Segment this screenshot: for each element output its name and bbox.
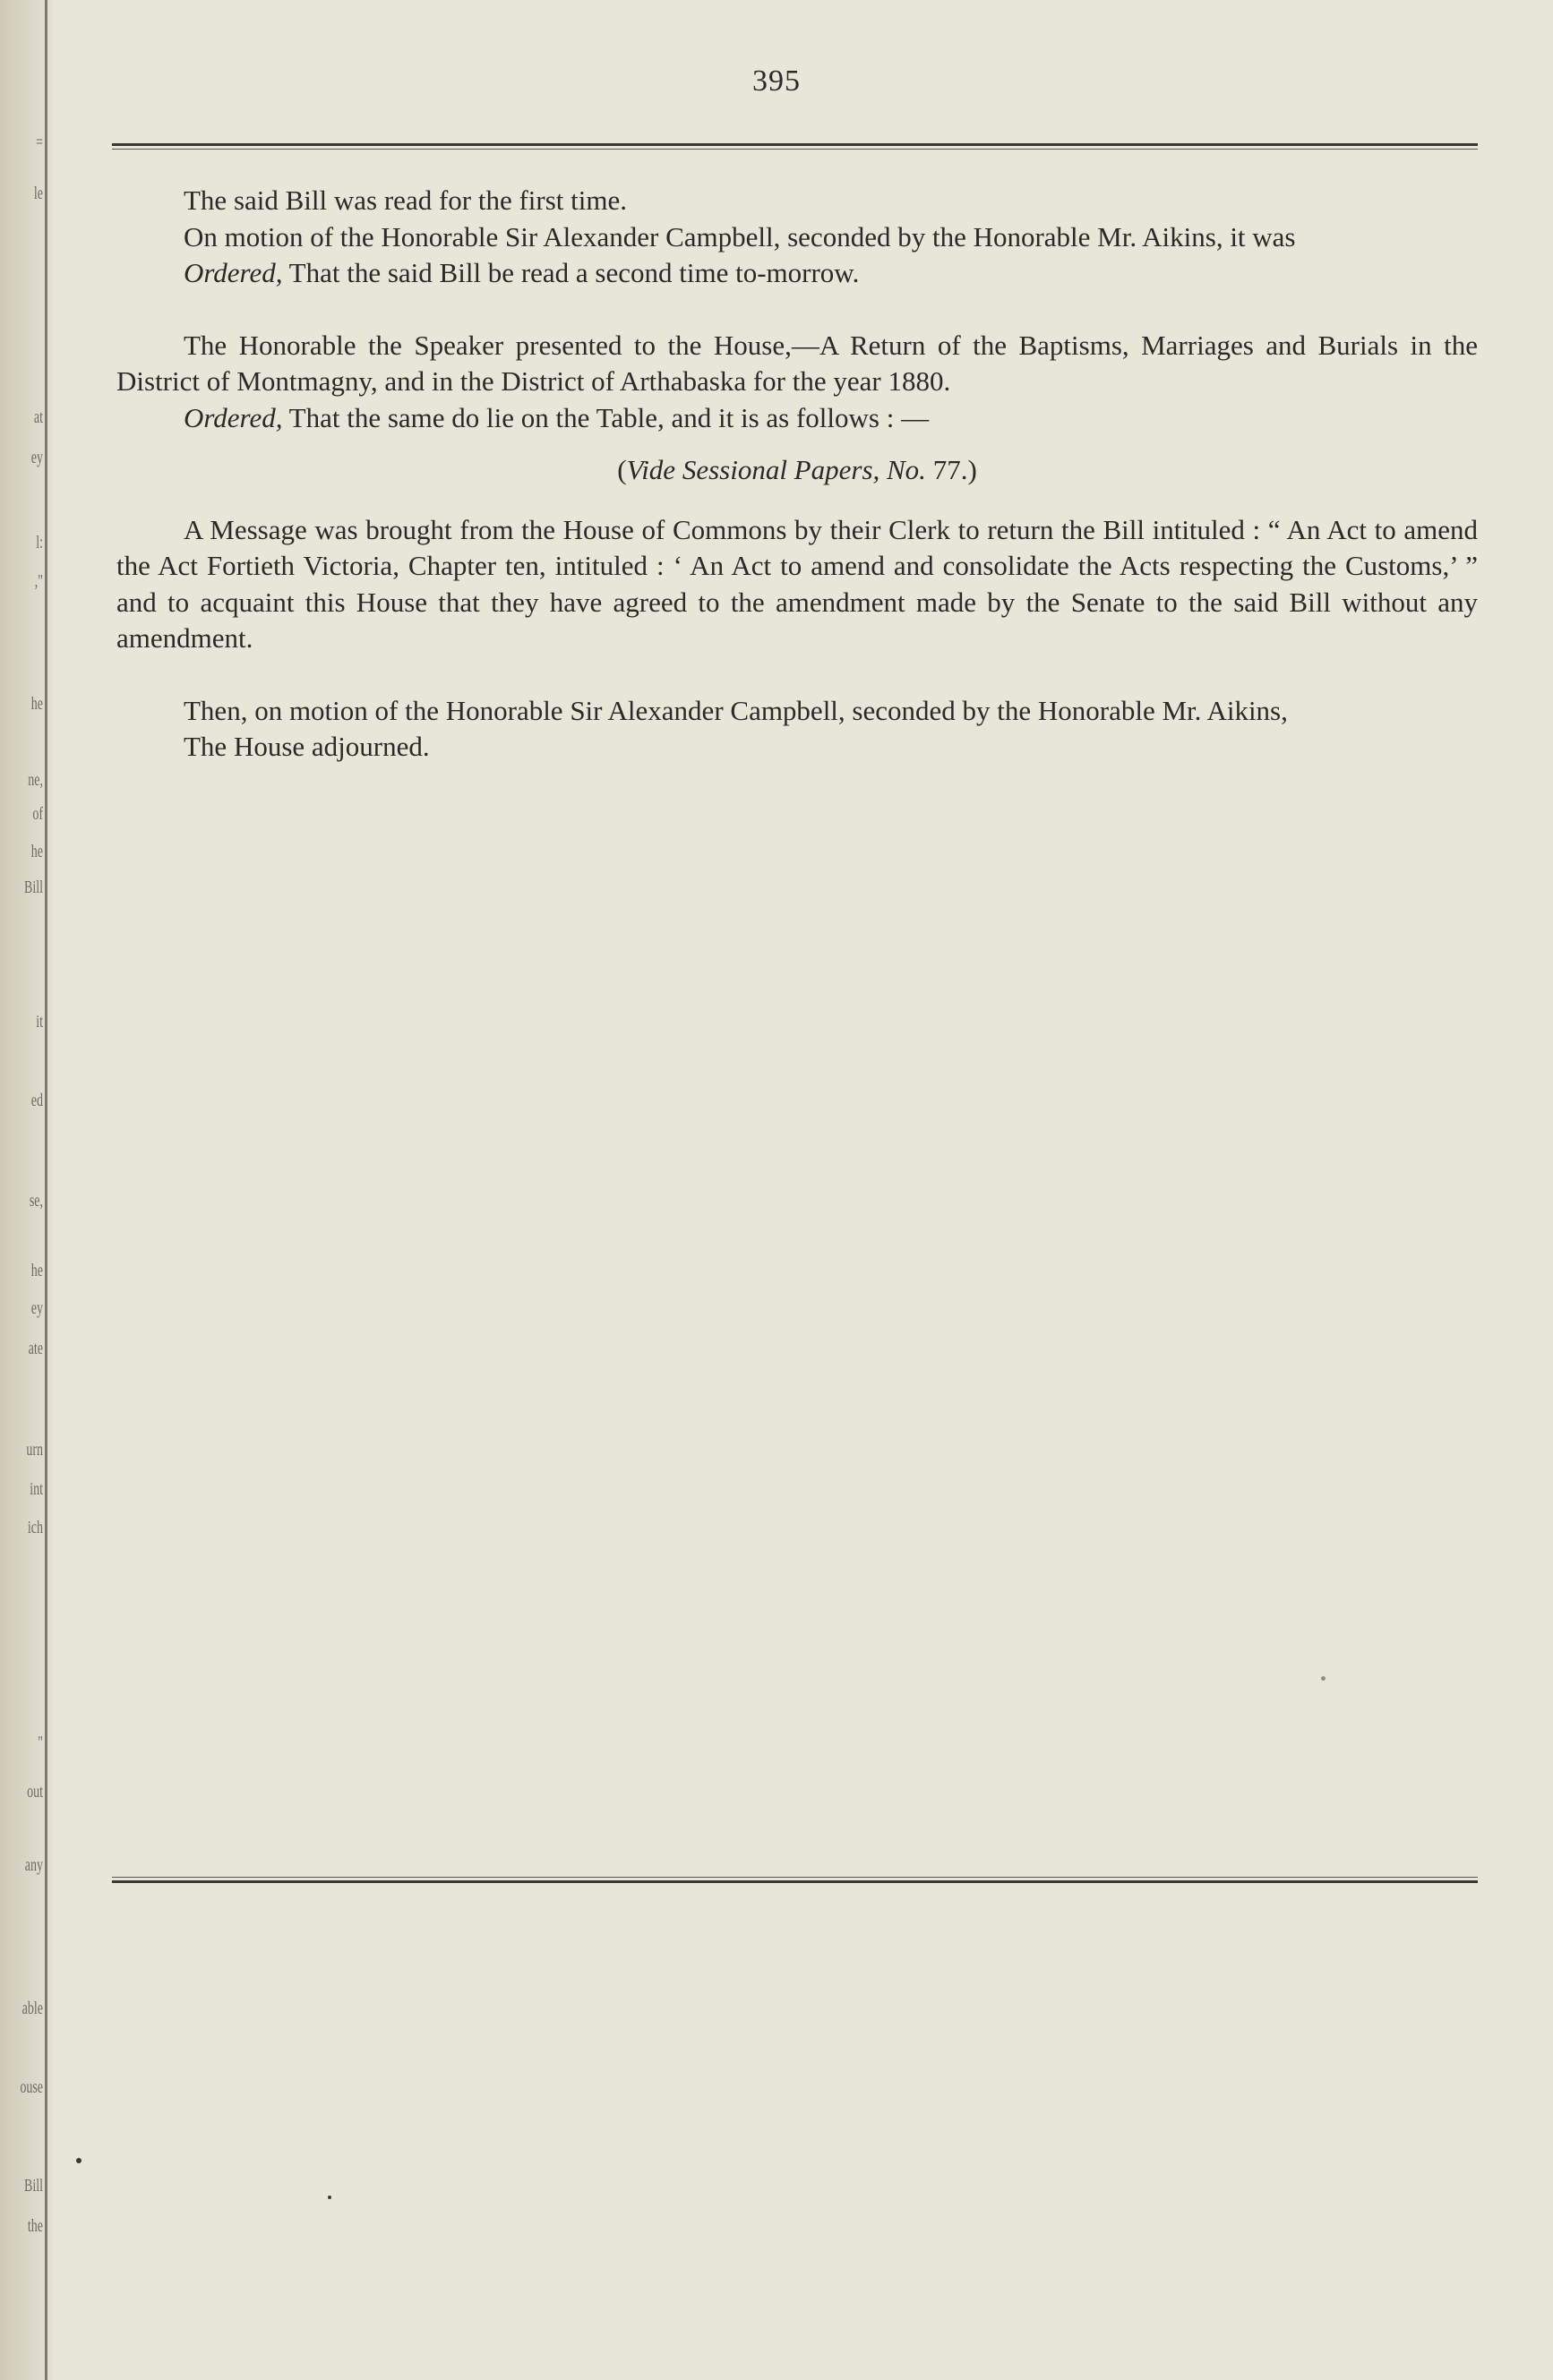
page-number: 395	[752, 64, 801, 98]
bleed-fragment: =	[36, 133, 43, 152]
ordered-text: That the said Bill be read a second time to-morrow.	[282, 257, 860, 288]
bleed-fragment: urn	[26, 1440, 43, 1460]
bleed-fragment: ed	[30, 1091, 43, 1110]
paragraph: On motion of the Honorable Sir Alexander Campbell, seconded by the Honorable Mr. Aikins, it was	[184, 220, 1296, 253]
bleed-fragment: at	[33, 407, 43, 427]
bleed-fragment: he	[30, 842, 43, 861]
bleed-fragment: able	[21, 1999, 43, 2018]
bleed-fragment: ate	[28, 1339, 43, 1358]
bleed-fragment: any	[24, 1855, 43, 1875]
ordered-label: Ordered,	[184, 257, 283, 288]
page-body	[116, 183, 1478, 766]
bleed-fragment: int	[30, 1479, 43, 1499]
paragraph: The Honorable the Speaker presented to the House,—A Return of the Baptisms, Marriages and Burials in the District of Montmagny, and in the District of Arthabaska for the year 1880.	[116, 329, 1478, 397]
bleed-fragment: of	[32, 804, 43, 824]
ordered-text: That the same do lie on the Table, and it is as follows : —	[282, 401, 930, 433]
sessional-paper-reference: (Vide Sessional Papers, No. 77.)	[617, 454, 977, 485]
ordered-label: Ordered,	[184, 401, 283, 433]
bleed-fragment: ,"	[34, 571, 43, 591]
bleed-fragment: ich	[27, 1518, 43, 1537]
bleed-fragment: he	[30, 1261, 43, 1280]
bleed-fragment: ne,	[28, 770, 43, 790]
paragraph: The said Bill was read for the first time.	[184, 184, 628, 216]
bleed-fragment: he	[30, 694, 43, 714]
ink-speck	[1321, 1676, 1326, 1681]
bleed-fragment: Bill	[23, 878, 43, 897]
bleed-fragment: it	[36, 1012, 43, 1032]
ordered-paragraph	[116, 255, 1478, 292]
header-rule	[112, 143, 1478, 150]
bleed-fragment: l:	[36, 533, 43, 552]
footer-rule	[112, 1877, 1478, 1883]
binding-edge	[45, 0, 47, 2380]
bleed-fragment: "	[38, 1733, 43, 1752]
bleed-fragment: le	[33, 184, 43, 203]
paragraph: The House adjourned.	[184, 731, 430, 762]
bleed-fragment: se,	[29, 1191, 43, 1211]
bleed-fragment: out	[27, 1782, 43, 1802]
bleed-fragment: ey	[30, 1298, 43, 1318]
bleed-fragment: the	[27, 2216, 43, 2236]
paragraph: Then, on motion of the Honorable Sir Alexander Campbell, seconded by the Honorable Mr. Aikins,	[184, 694, 1288, 726]
ordered-paragraph	[116, 400, 1478, 437]
paragraph: A Message was brought from the House of Commons by their Clerk to return the Bill intituled : “ An Act to amend the Act Fortieth Victoria, Chapter ten, intituled : ‘ An Act to amend and consolidate the Acts respecting the Customs,’ ” and to acquaint this House that they have agreed to the amendment made by the Senate to the said Bill without any amendment.	[116, 513, 1478, 654]
ink-speck	[328, 2196, 331, 2199]
bleed-fragment: Bill	[23, 2176, 43, 2196]
bleed-fragment: ey	[30, 448, 43, 467]
bleed-fragment: ouse	[20, 2077, 43, 2097]
ink-speck	[76, 2158, 82, 2163]
